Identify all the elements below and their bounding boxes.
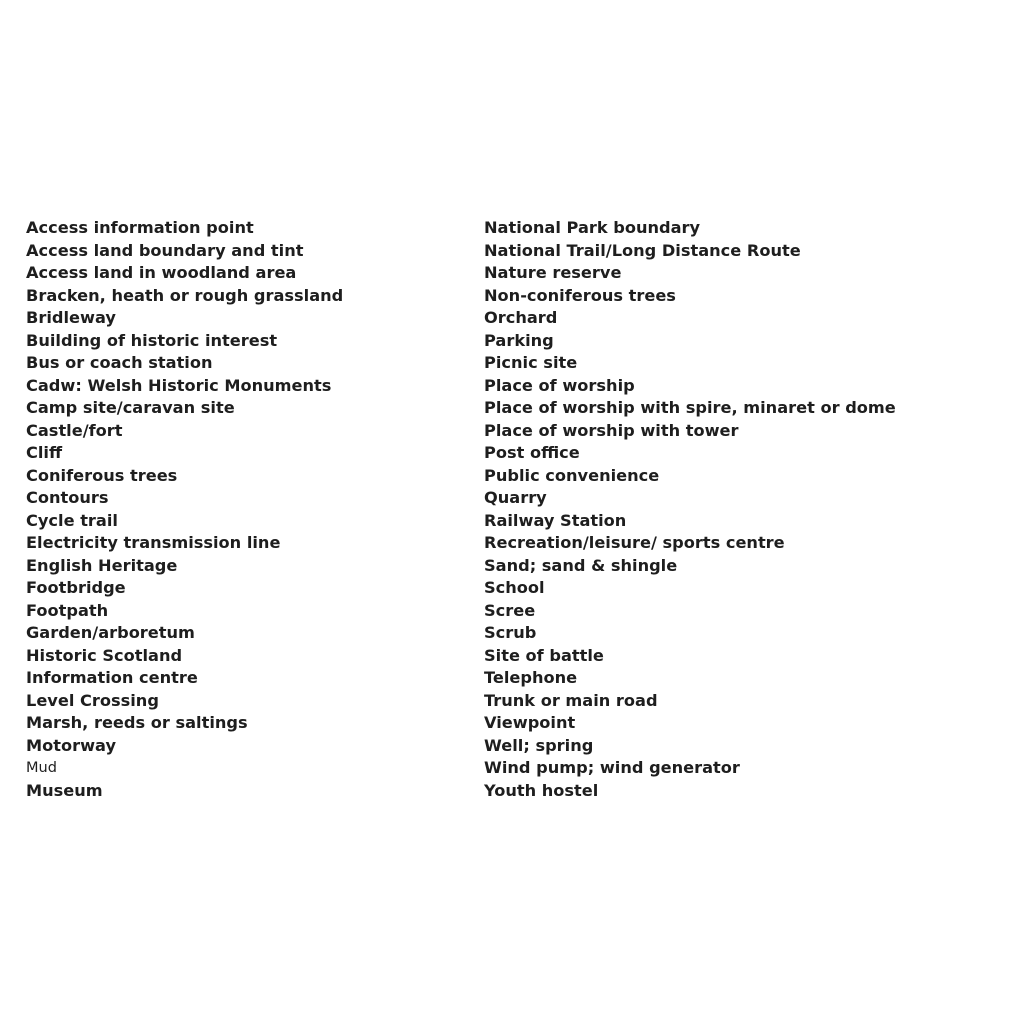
legend-item: Non-coniferous trees	[484, 285, 676, 305]
legend-item: Camp site/caravan site	[26, 398, 235, 417]
legend-item: Level Crossing	[26, 690, 159, 710]
legend-item: Parking	[484, 330, 554, 350]
legend-item: Picnic site	[484, 353, 578, 372]
legend-item: Museum	[26, 780, 103, 800]
legend-item: Electricity transmission line	[26, 533, 281, 552]
legend-item: Trunk or main road	[484, 690, 658, 710]
legend-item: Marsh, reeds or saltings	[26, 713, 248, 732]
legend-item: Coniferous trees	[26, 465, 178, 485]
legend-item: Access land boundary and tint	[26, 240, 304, 260]
legend-item: Footbridge	[26, 578, 126, 597]
legend-item: Footpath	[26, 600, 109, 620]
legend-item: Place of worship	[484, 375, 635, 395]
legend-item: Wind pump; wind generator	[484, 758, 740, 777]
legend-item: Place of worship with spire, minaret or dome	[484, 398, 896, 417]
legend-item: Post office	[484, 443, 580, 462]
legend-item: Building of historic interest	[26, 330, 278, 350]
legend-item: Cycle trail	[26, 510, 118, 530]
legend-item: Orchard	[484, 308, 558, 327]
legend-item: Bracken, heath or rough grassland	[26, 285, 344, 305]
legend-item: Contours	[26, 488, 109, 507]
legend-item: Information centre	[26, 668, 198, 687]
legend-item: Quarry	[484, 488, 547, 507]
legend-item: Bridleway	[26, 308, 116, 327]
legend-item: Scrub	[484, 623, 537, 642]
legend-item: Public convenience	[484, 465, 660, 485]
legend-item: Sand; sand & shingle	[484, 555, 678, 575]
legend-item: School	[484, 578, 545, 597]
legend-item: Well; spring	[484, 735, 594, 755]
legend-item: Historic Scotland	[26, 645, 183, 665]
legend-item: Castle/fort	[26, 420, 123, 440]
legend-item: Scree	[484, 600, 536, 620]
legend-item: National Trail/Long Distance Route	[484, 240, 801, 260]
legend-item: Cadw: Welsh Historic Monuments	[26, 375, 332, 395]
legend-item: Site of battle	[484, 645, 604, 665]
legend-item: Viewpoint	[484, 713, 576, 732]
legend-item: Cliff	[26, 443, 63, 462]
legend-item: Railway Station	[484, 510, 627, 530]
legend-item: Recreation/leisure/ sports centre	[484, 533, 785, 552]
legend-item: Bus or coach station	[26, 353, 213, 372]
legend-item: English Heritage	[26, 555, 178, 575]
legend-right-column	[484, 217, 896, 802]
legend-item: Youth hostel	[484, 780, 599, 800]
legend-item: Motorway	[26, 735, 117, 755]
legend-item: Access information point	[26, 218, 254, 237]
legend-item: Garden/arboretum	[26, 623, 195, 642]
legend-left-column	[26, 217, 343, 802]
legend-item: Access land in woodland area	[26, 263, 297, 282]
legend-item: Nature reserve	[484, 263, 622, 282]
legend-item: Mud	[26, 760, 57, 776]
legend-item: Place of worship with tower	[484, 420, 739, 440]
legend-item: National Park boundary	[484, 218, 701, 237]
legend-item: Telephone	[484, 668, 578, 687]
